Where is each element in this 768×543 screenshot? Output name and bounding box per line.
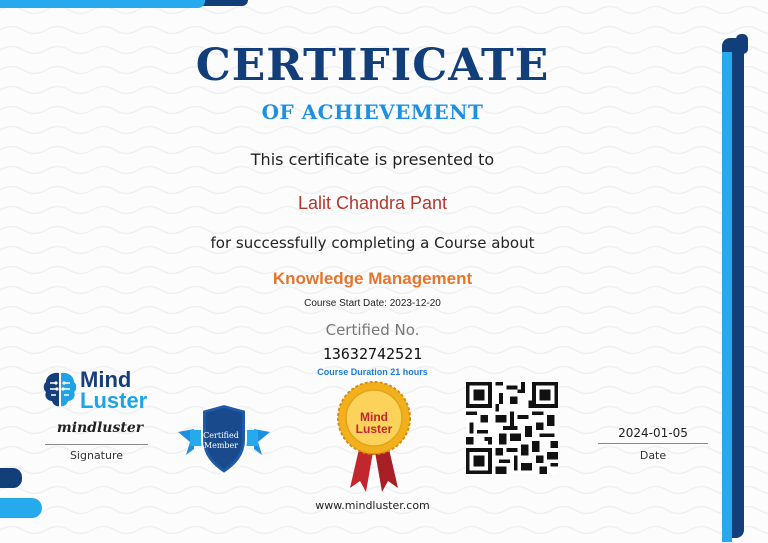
medal-text xyxy=(339,411,409,435)
logo-luster: Luster xyxy=(80,388,148,413)
course-name: Knowledge Management xyxy=(272,269,473,288)
course-start-date: Course Start Date: 2023-12-20 xyxy=(304,298,441,309)
signature-script: mindluster xyxy=(56,420,144,436)
website-url: www.mindluster.com xyxy=(315,499,430,512)
date-label: Date xyxy=(639,449,667,462)
medal-line-2: Luster xyxy=(355,422,393,436)
certified-no-label: Certified No. xyxy=(325,321,420,339)
signature-label: Signature xyxy=(69,449,124,462)
completing-text: for successfully completing a Course about xyxy=(210,234,535,252)
signature-line xyxy=(45,444,148,445)
certified-number: 13632742521 xyxy=(322,345,423,363)
date-line xyxy=(598,443,708,444)
logo-mind: Mind xyxy=(80,367,132,392)
badge-line-1: Certified xyxy=(203,431,239,440)
qr-code-icon xyxy=(466,382,558,474)
award-medal-icon xyxy=(332,380,416,496)
mindluster-logo-text xyxy=(80,369,147,411)
badge-line-2: Member xyxy=(203,441,239,450)
brain-logo-icon xyxy=(42,371,78,409)
medal-line-1: Mind xyxy=(360,410,388,424)
certificate-title: CERTIFICATE xyxy=(195,40,550,91)
course-duration: Course Duration 21 hours xyxy=(317,367,428,377)
certificate-subtitle: OF ACHIEVEMENT xyxy=(261,100,484,124)
issue-date: 2024-01-05 xyxy=(618,426,688,440)
recipient-name: Lalit Chandra Pant xyxy=(297,193,448,213)
presented-text: This certificate is presented to xyxy=(250,150,495,169)
certified-member-badge-text xyxy=(189,431,253,451)
